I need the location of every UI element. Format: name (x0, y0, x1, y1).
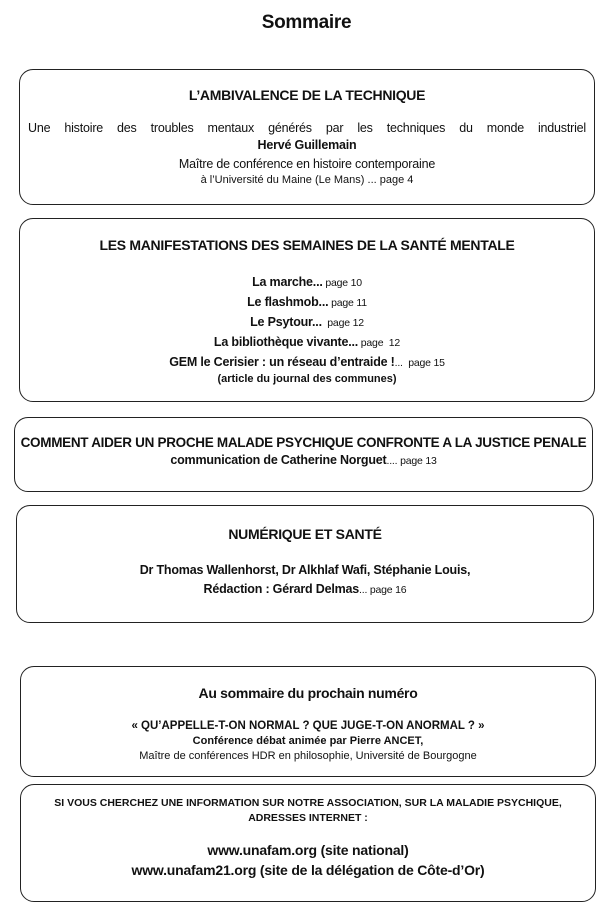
author-name: Hervé Guillemain (257, 138, 357, 152)
communication-author: communication de Catherine Norguet (170, 453, 387, 467)
toc-item (20, 333, 594, 353)
local-site-link[interactable]: www.unafam21.org (site de la délégation de Côte-d’Or) (131, 862, 485, 878)
section-numerique (16, 505, 594, 623)
toc-item-page: page 12 (358, 337, 401, 349)
info-text: ADRESSES INTERNET : (248, 812, 368, 824)
national-site-link[interactable]: www.unafam.org (site national) (207, 842, 409, 858)
toc-item-page: page 12 (321, 317, 364, 329)
authors-list: Dr Thomas Wallenhorst, Dr Alkhlaf Wafi, Stéphanie Louis, (139, 563, 471, 577)
section-sante-mentale (19, 218, 595, 402)
section-heading: L’AMBIVALENCE DE LA TECHNIQUE (188, 87, 426, 103)
author-affiliation: à l’Université du Maine (Le Mans) ... page 4 (200, 174, 414, 186)
next-issue-speaker-role: Maître de conférences HDR en philosophie, Université de Bourgogne (139, 750, 477, 762)
toc-item-page: ... page 16 (359, 584, 407, 596)
section-technique (19, 69, 595, 205)
redaction-line (17, 580, 593, 600)
toc-item-page: page 11 (328, 297, 367, 309)
section-justice (14, 417, 593, 492)
toc-note: (article du journal des communes) (217, 373, 397, 385)
section-heading: COMMENT AIDER UN PROCHE MALADE PSYCHIQUE CONFRONTE A LA JUSTICE PENALE (20, 435, 587, 450)
toc-item (20, 273, 594, 293)
toc-item-label: Le flashmob... (247, 295, 329, 309)
next-issue-heading: Au sommaire du prochain numéro (198, 685, 418, 701)
redaction-author: Rédaction : Gérard Delmas (203, 582, 360, 596)
toc-item-label: La marche... (252, 275, 323, 289)
section-heading: LES MANIFESTATIONS DES SEMAINES DE LA SANTÉ MENTALE (99, 237, 515, 253)
info-box (20, 784, 596, 902)
toc-item (20, 293, 594, 313)
toc-item-page: ... page 15 (394, 357, 445, 369)
toc-item (20, 313, 594, 333)
author-role: Maître de conférence en histoire contemporaine (178, 157, 436, 171)
communication-line (15, 452, 592, 470)
next-issue-topic: « QU’APPELLE-T-ON NORMAL ? QUE JUGE-T-ON ANORMAL ? » (131, 720, 485, 732)
toc-item-page: .... page 13 (386, 455, 437, 467)
toc-item-label: Le Psytour... (250, 315, 322, 329)
toc-item (20, 353, 594, 373)
page-title: Sommaire (261, 12, 352, 33)
info-text: SI VOUS CHERCHEZ UNE INFORMATION SUR NOTRE ASSOCIATION, SUR LA MALADIE PSYCHIQUE, (54, 797, 562, 809)
toc-item-label: La bibliothèque vivante... (213, 335, 359, 349)
next-issue-conference: Conférence débat animée par Pierre ANCET, (192, 735, 424, 747)
toc-item-page: page 10 (322, 277, 362, 289)
article-title: Une histoire des troubles mentaux générés par les techniques du monde industriel (28, 121, 586, 135)
next-issue-box (20, 666, 596, 777)
toc-item-label: GEM le Cerisier : un réseau d’entraide ! (169, 355, 395, 369)
section-heading: NUMÉRIQUE ET SANTÉ (228, 526, 382, 542)
